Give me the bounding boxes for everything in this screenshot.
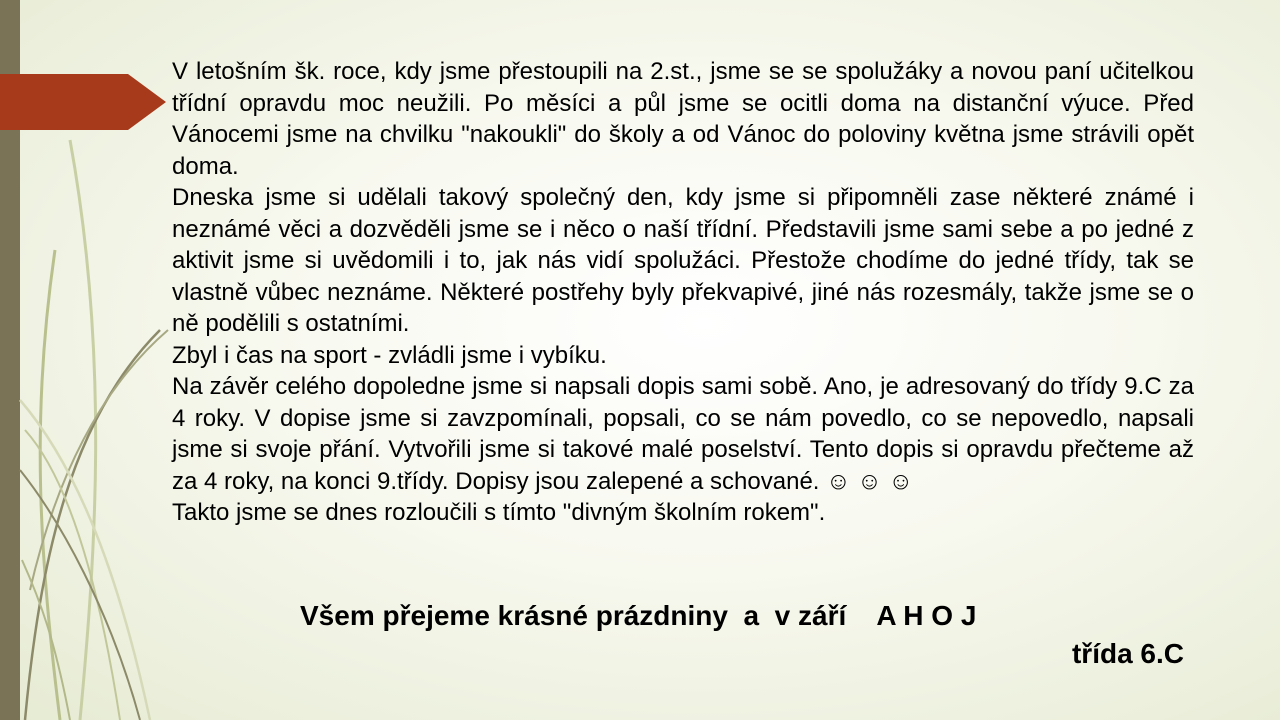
paragraph-letter: Na závěr celého dopoledne jsme si napsali dopis sami sobě. Ano, je adresovaný do třídy 9.C za 4 roky. V dopise jsme si zavzpomínali, popsali, co se nám povedlo, co se nepovedlo, napsali jsme si svoje přání. Vytvořili jsme si takové malé poselství. Tento dopis si opravdu přečteme až za 4 roky, na konci 9.třídy. Dopisy jsou zalepené a schované. ☺ ☺ ☺ — [172, 373, 1194, 495]
paragraph-intro: V letošním šk. roce, kdy jsme přestoupili na 2.st., jsme se se spolužáky a novou paní učitelkou třídní opravdu moc neužili. Po měsíci a půl jsme se ocitli doma na distanční výuce. Před Vánocemi jsme na chvilku "nakoukli" do školy a od Vánoc do poloviny května jsme strávili opět doma. — [172, 58, 1194, 180]
paragraph-farewell: Takto jsme se dnes rozloučili s tímto "divným školním rokem". — [172, 499, 826, 526]
paragraph-day-activities: Dneska jsme si udělali takový společný den, kdy jsme si připomněli zase některé známé i neznámé věci a dozvěděli jsme se i něco o naší třídní. Představili jsme sami sebe a po jedné z aktivit jsme si uvědomili i to, jak nás vidí spolužáci. Přestože chodíme do jedné třídy, tak se vlastně vůbec neznáme. Některé postřehy byly překvapivé, jiné nás rozesmály, takže jsme se o ně podělili s ostatními. — [172, 184, 1194, 337]
closing-greeting: Všem přejeme krásné prázdniny a v září A H O J — [300, 600, 977, 631]
class-signature: třída 6.C — [1071, 638, 1184, 669]
paragraph-sport: Zbyl i čas na sport - zvládli jsme i vybíku. — [172, 341, 607, 369]
body-text — [172, 56, 1194, 529]
